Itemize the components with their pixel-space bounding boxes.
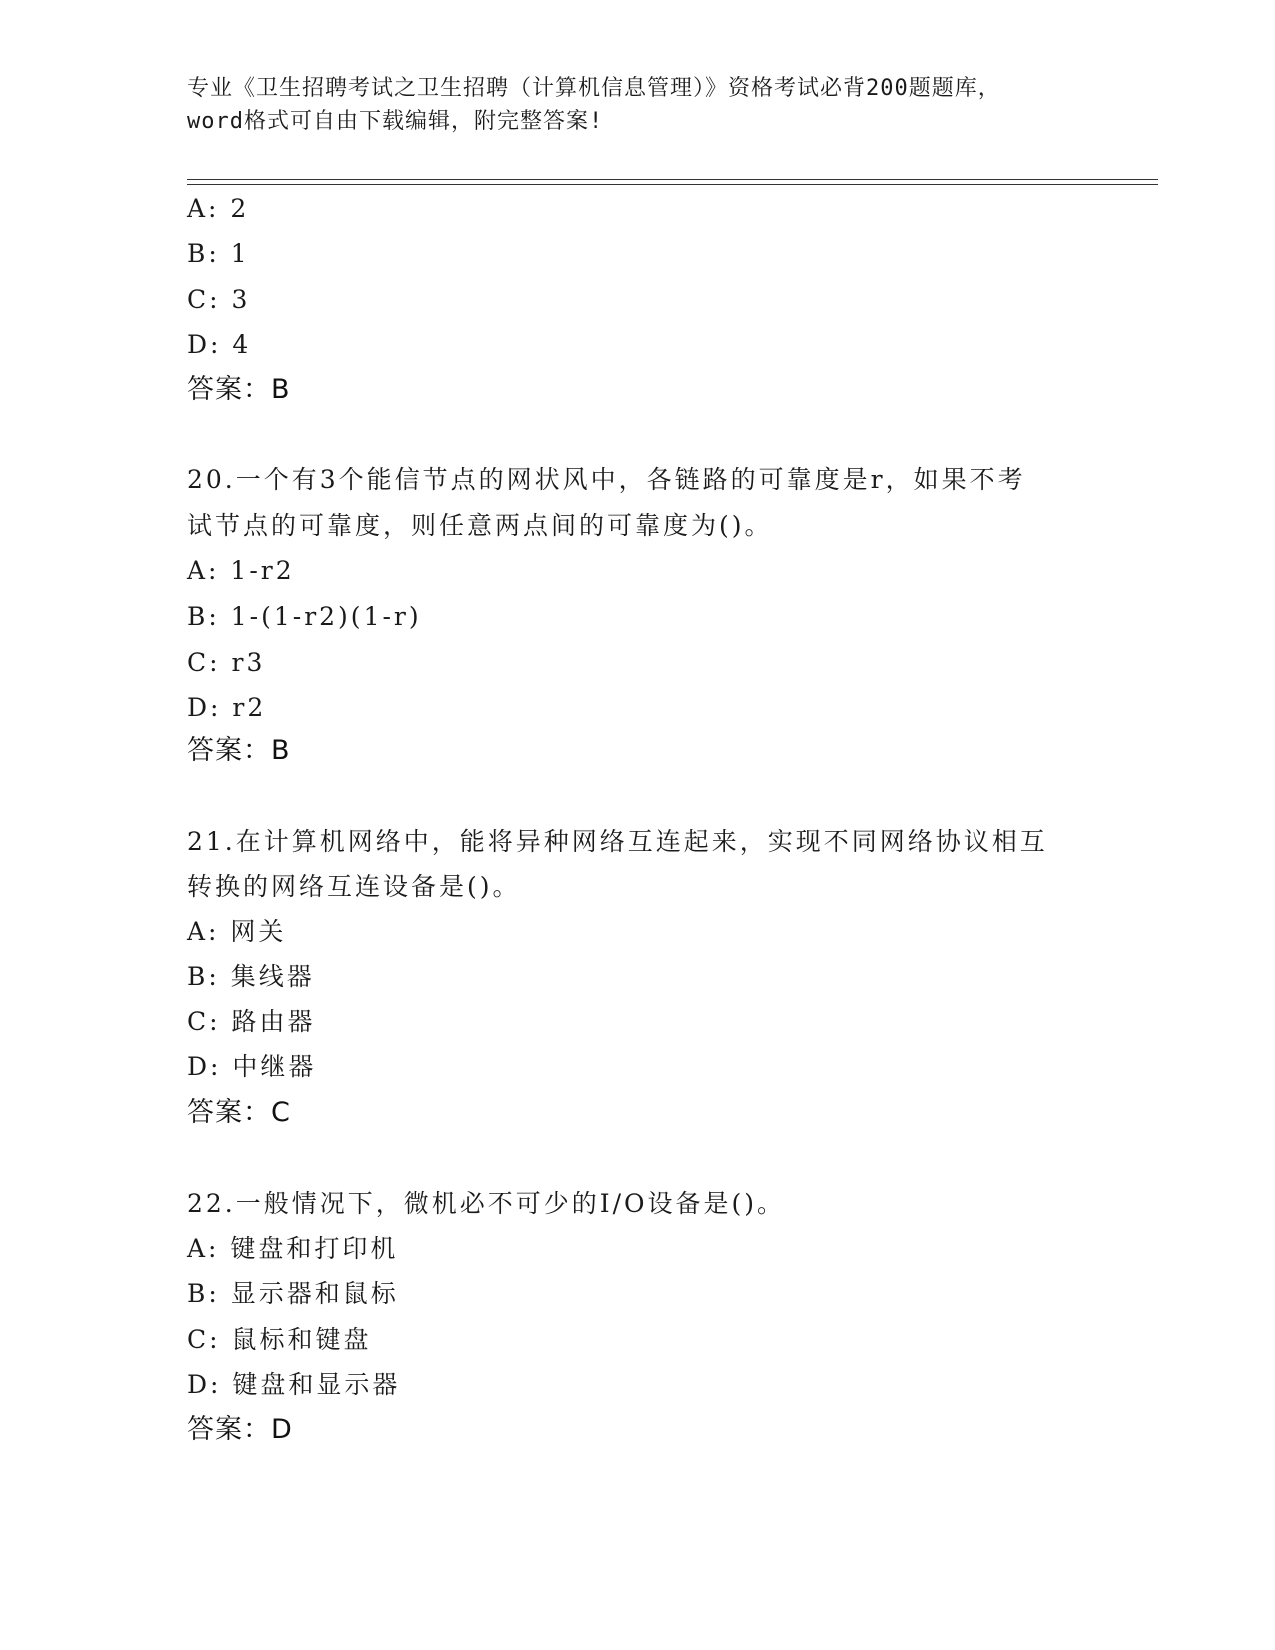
q19-option-c: C: 3 [187,285,251,314]
q21-answer: 答案：C [187,1097,291,1128]
q21-option-b: B: 集线器 [187,962,315,991]
q22-option-b: B: 显示器和鼠标 [187,1279,399,1308]
q22-stem-line-1: 22.一般情况下，微机必不可少的I/O设备是()。 [187,1189,786,1218]
q20-stem-line-1: 20.一个有3个能信节点的网状风中，各链路的可靠度是r，如果不考 [187,465,1026,494]
q22-option-d: D: 键盘和显示器 [187,1370,401,1399]
q21-option-c: C: 路由器 [187,1007,316,1036]
header-divider-top [187,179,1158,180]
q19-answer: 答案：B [187,374,291,405]
q21-stem-line-2: 转换的网络互连设备是()。 [187,872,521,901]
q20-option-c: C: r3 [187,648,266,677]
q20-answer: 答案：B [187,735,291,766]
q20-option-b: B: 1-(1-r2)(1-r) [187,602,422,631]
header-title-line-2: word格式可自由下载编辑，附完整答案! [187,109,604,134]
q20-option-d: D: r2 [187,693,267,722]
q22-option-a: A: 键盘和打印机 [187,1234,399,1263]
q21-option-a: A: 网关 [187,917,287,946]
q19-option-b: B: 1 [187,239,250,268]
q19-option-a: A: 2 [187,194,250,223]
q21-stem-line-1: 21.在计算机网络中，能将异种网络互连起来，实现不同网络协议相互 [187,827,1048,856]
q19-option-d: D: 4 [187,330,252,359]
q20-option-a: A: 1-r2 [187,556,295,585]
header-title-line-1: 专业《卫生招聘考试之卫生招聘（计算机信息管理）》资格考试必背200题题库， [187,76,1001,101]
document-header [187,72,1087,138]
q21-option-d: D: 中继器 [187,1052,317,1081]
q22-answer: 答案：D [187,1414,293,1445]
q22-option-c: C: 鼠标和键盘 [187,1325,372,1354]
header-divider-bottom [187,184,1158,185]
q20-stem-line-2: 试节点的可靠度，则任意两点间的可靠度为()。 [187,511,773,540]
